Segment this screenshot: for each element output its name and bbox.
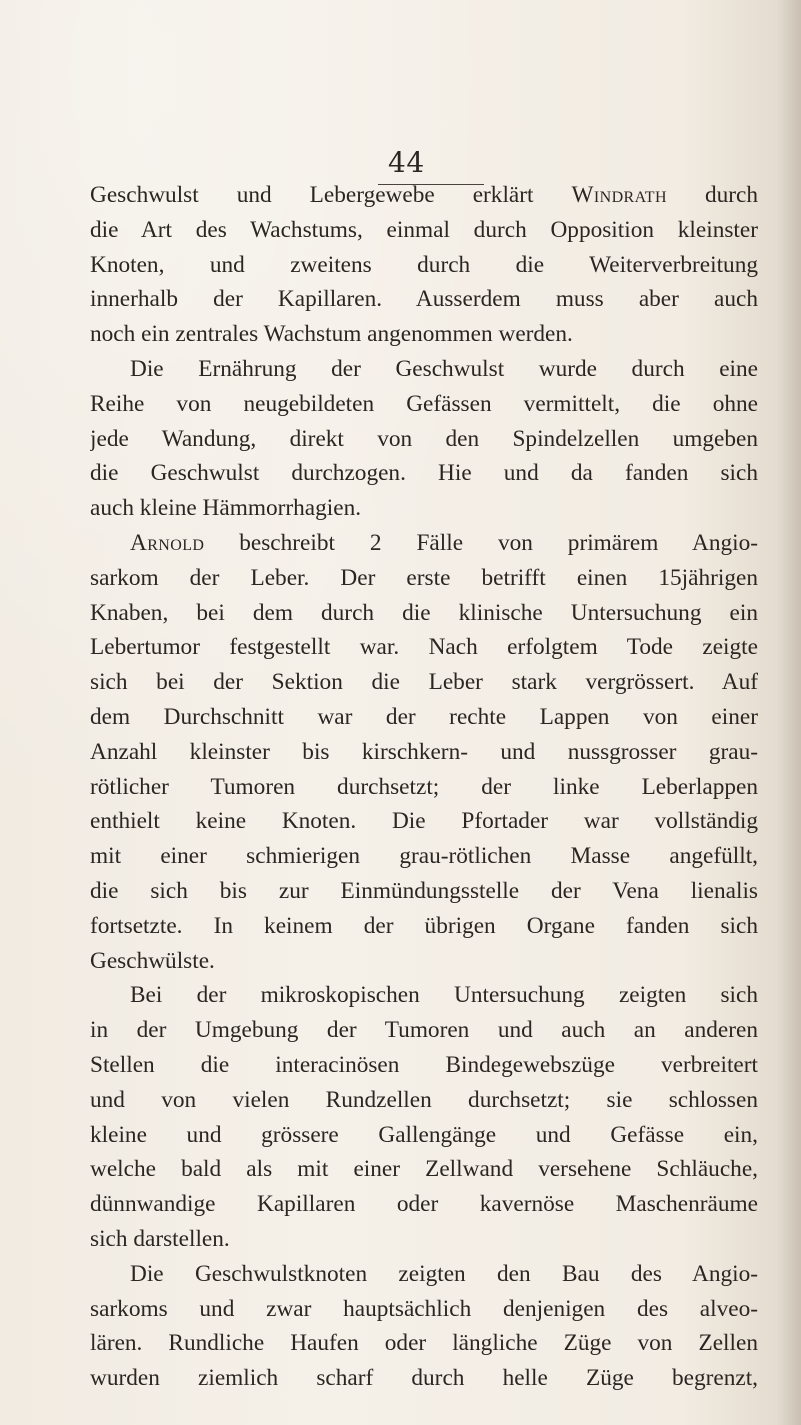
text-line: Bei der mikroskopischen Untersuchung zeigten sich	[130, 982, 758, 1009]
text-line: enthielt keine Knoten. Die Pfortader war vollständig	[90, 808, 758, 835]
text-line: dem Durchschnitt war der rechte Lappen von einer	[90, 703, 758, 730]
text-line: sich bei der Sektion die Leber stark vergrössert. Auf	[90, 669, 758, 696]
text-line: welche bald als mit einer Zellwand versehene Schläuche,	[90, 1156, 758, 1183]
text-line: sich darstellen.	[90, 1225, 230, 1252]
text-line: Stellen die interacinösen Bindegewebszüge verbreitert	[90, 1051, 758, 1078]
text-line: Geschwülste.	[90, 947, 215, 974]
text-line: Knoten, und zweitens durch die Weiterverbreitung	[90, 251, 758, 278]
text-line: lären. Rundliche Haufen oder längliche Züge von Zellen	[90, 1330, 758, 1357]
body-text	[90, 178, 758, 1396]
author-name: Windrath	[571, 182, 667, 208]
text-line: sarkoms und zwar hauptsächlich denjenigen des alveo-	[90, 1295, 758, 1322]
text-line: Arnold beschreibt 2 Fälle von primärem Angio-	[130, 529, 758, 556]
text-line: jede Wandung, direkt von den Spindelzellen umgeben	[90, 425, 758, 452]
text-line: sarkom der Leber. Der erste betrifft einen 15jährigen	[90, 564, 758, 591]
text-line: kleine und grössere Gallengänge und Gefässe ein,	[90, 1121, 758, 1148]
author-name: Arnold	[130, 529, 205, 556]
text-line: die Geschwulst durchzogen. Hie und da fanden sich	[90, 460, 758, 487]
text-line: Die Geschwulstknoten zeigten den Bau des Angio-	[130, 1260, 758, 1287]
text-line: Knaben, bei dem durch die klinische Untersuchung ein	[90, 599, 758, 626]
text-line: wurden ziemlich scharf durch helle Züge begrenzt,	[90, 1365, 758, 1392]
text-line: Lebertumor festgestellt war. Nach erfolgtem Tode zeigte	[90, 634, 758, 661]
text-line: und von vielen Rundzellen durchsetzt; sie schlossen	[90, 1086, 758, 1113]
text-line: Anzahl kleinster bis kirschkern- und nussgrosser grau-	[90, 738, 758, 765]
text-line: mit einer schmierigen grau-rötlichen Masse angefüllt,	[90, 843, 758, 870]
text-line: fortsetzte. In keinem der übrigen Organe fanden sich	[90, 912, 758, 939]
text-line: rötlicher Tumoren durchsetzt; der linke Leberlappen	[90, 773, 758, 800]
text-line: noch ein zentrales Wachstum angenommen werden.	[90, 321, 573, 348]
page-number: 44	[388, 146, 425, 179]
text-line: auch kleine Hämmorrhagien.	[90, 495, 362, 522]
text-line: die Art des Wachstums, einmal durch Opposition kleinster	[90, 216, 758, 243]
text-line: in der Umgebung der Tumoren und auch an anderen	[90, 1017, 758, 1044]
text-line: Geschwulst und Lebergewebe erklärt Windrath durch	[90, 182, 758, 208]
text-line: dünnwandige Kapillaren oder kavernöse Maschenräume	[90, 1191, 758, 1218]
text-line: Reihe von neugebildeten Gefässen vermittelt, die ohne	[90, 390, 758, 417]
text-line: die sich bis zur Einmündungsstelle der Vena lienalis	[90, 877, 758, 904]
text-line: innerhalb der Kapillaren. Ausserdem muss aber auch	[90, 286, 758, 313]
text-line: Die Ernährung der Geschwulst wurde durch eine	[130, 355, 758, 382]
